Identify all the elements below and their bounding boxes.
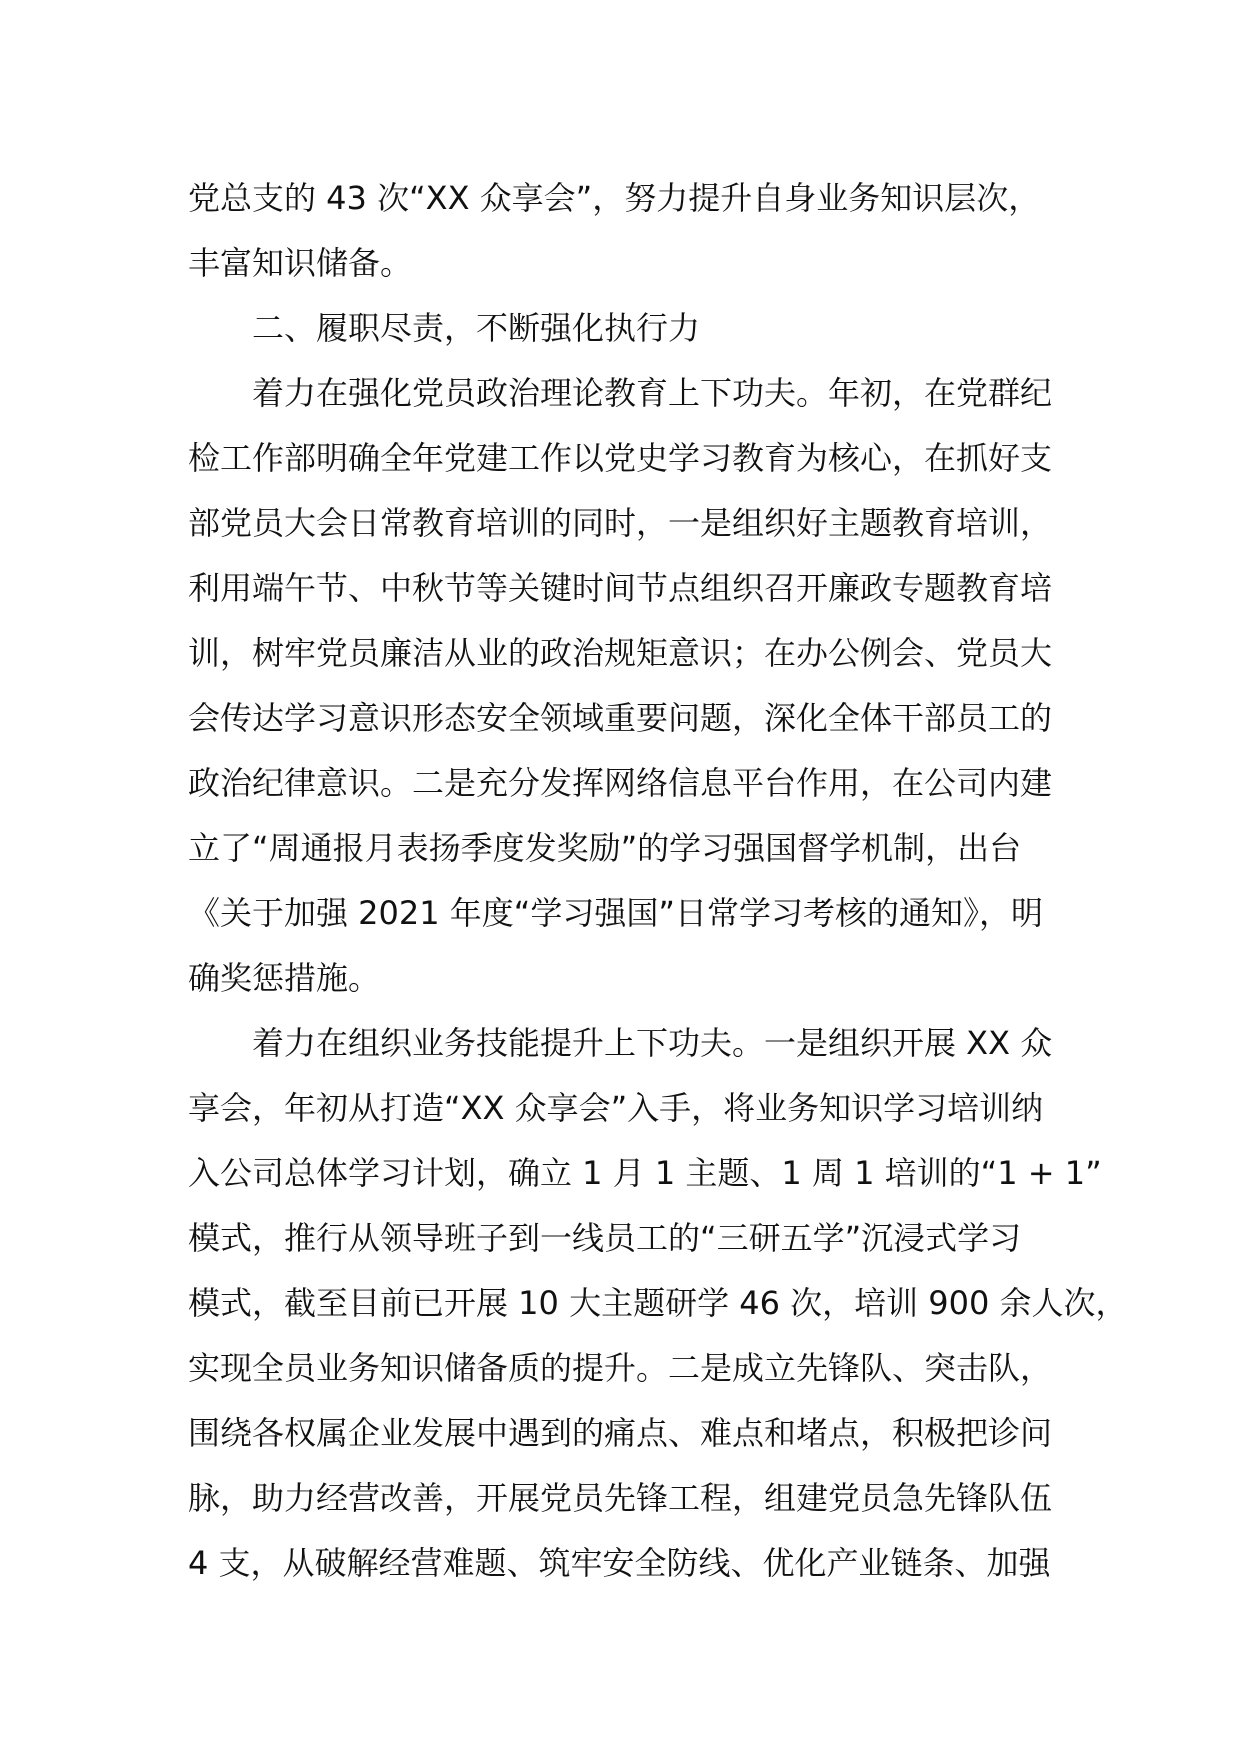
text-line: 4 支，从破解经营难题、筑牢安全防线、优化产业链条、加强 [188, 1544, 1051, 1582]
text-line: 立了“周通报月表扬季度发奖励”的学习强国督学机制，出台 [188, 829, 1022, 867]
text-line: 利用端午节、中秋节等关键时间节点组织召开廉政专题教育培 [188, 569, 1053, 607]
text-line: 部党员大会日常教育培训的同时，一是组织好主题教育培训， [188, 504, 1053, 542]
text-line: 模式，截至目前已开展 10 大主题研学 46 次，培训 900 余人次， [188, 1284, 1128, 1322]
text-line: 确奖惩措施。 [188, 959, 381, 997]
text-line: 检工作部明确全年党建工作以党史学习教育为核心，在抓好支 [188, 439, 1053, 477]
text-line: 《关于加强 2021 年度“学习强国”日常学习考核的通知》，明 [188, 894, 1043, 932]
text-line: 会传达学习意识形态安全领域重要问题，深化全体干部员工的 [188, 699, 1053, 737]
section-heading: 二、履职尽责，不断强化执行力 [252, 309, 701, 347]
text-line: 实现全员业务知识储备质的提升。二是成立先锋队、突击队， [188, 1349, 1053, 1387]
paragraph-first-line: 着力在强化党员政治理论教育上下功夫。年初，在党群纪 [252, 374, 1053, 412]
text-line: 享会，年初从打造“XX 众享会”入手，将业务知识学习培训纳 [188, 1089, 1044, 1127]
text-line: 政治纪律意识。二是充分发挥网络信息平台作用，在公司内建 [188, 764, 1053, 802]
text-line: 围绕各权属企业发展中遇到的痛点、难点和堵点，积极把诊问 [188, 1414, 1053, 1452]
text-line: 脉，助力经营改善，开展党员先锋工程，组建党员急先锋队伍 [188, 1479, 1053, 1517]
text-line: 模式，推行从领导班子到一线员工的“三研五学”沉浸式学习 [188, 1219, 1022, 1257]
text-line: 训，树牢党员廉洁从业的政治规矩意识；在办公例会、党员大 [188, 634, 1053, 672]
text-line: 丰富知识储备。 [188, 244, 413, 282]
body-text [188, 166, 1128, 1596]
text-line: 入公司总体学习计划，确立 1 月 1 主题、1 周 1 培训的“1 + 1” [188, 1154, 1102, 1192]
text-line: 党总支的 43 次“XX 众享会”，努力提升自身业务知识层次， [188, 179, 1041, 217]
paragraph-first-line: 着力在组织业务技能提升上下功夫。一是组织开展 XX 众 [252, 1024, 1053, 1062]
